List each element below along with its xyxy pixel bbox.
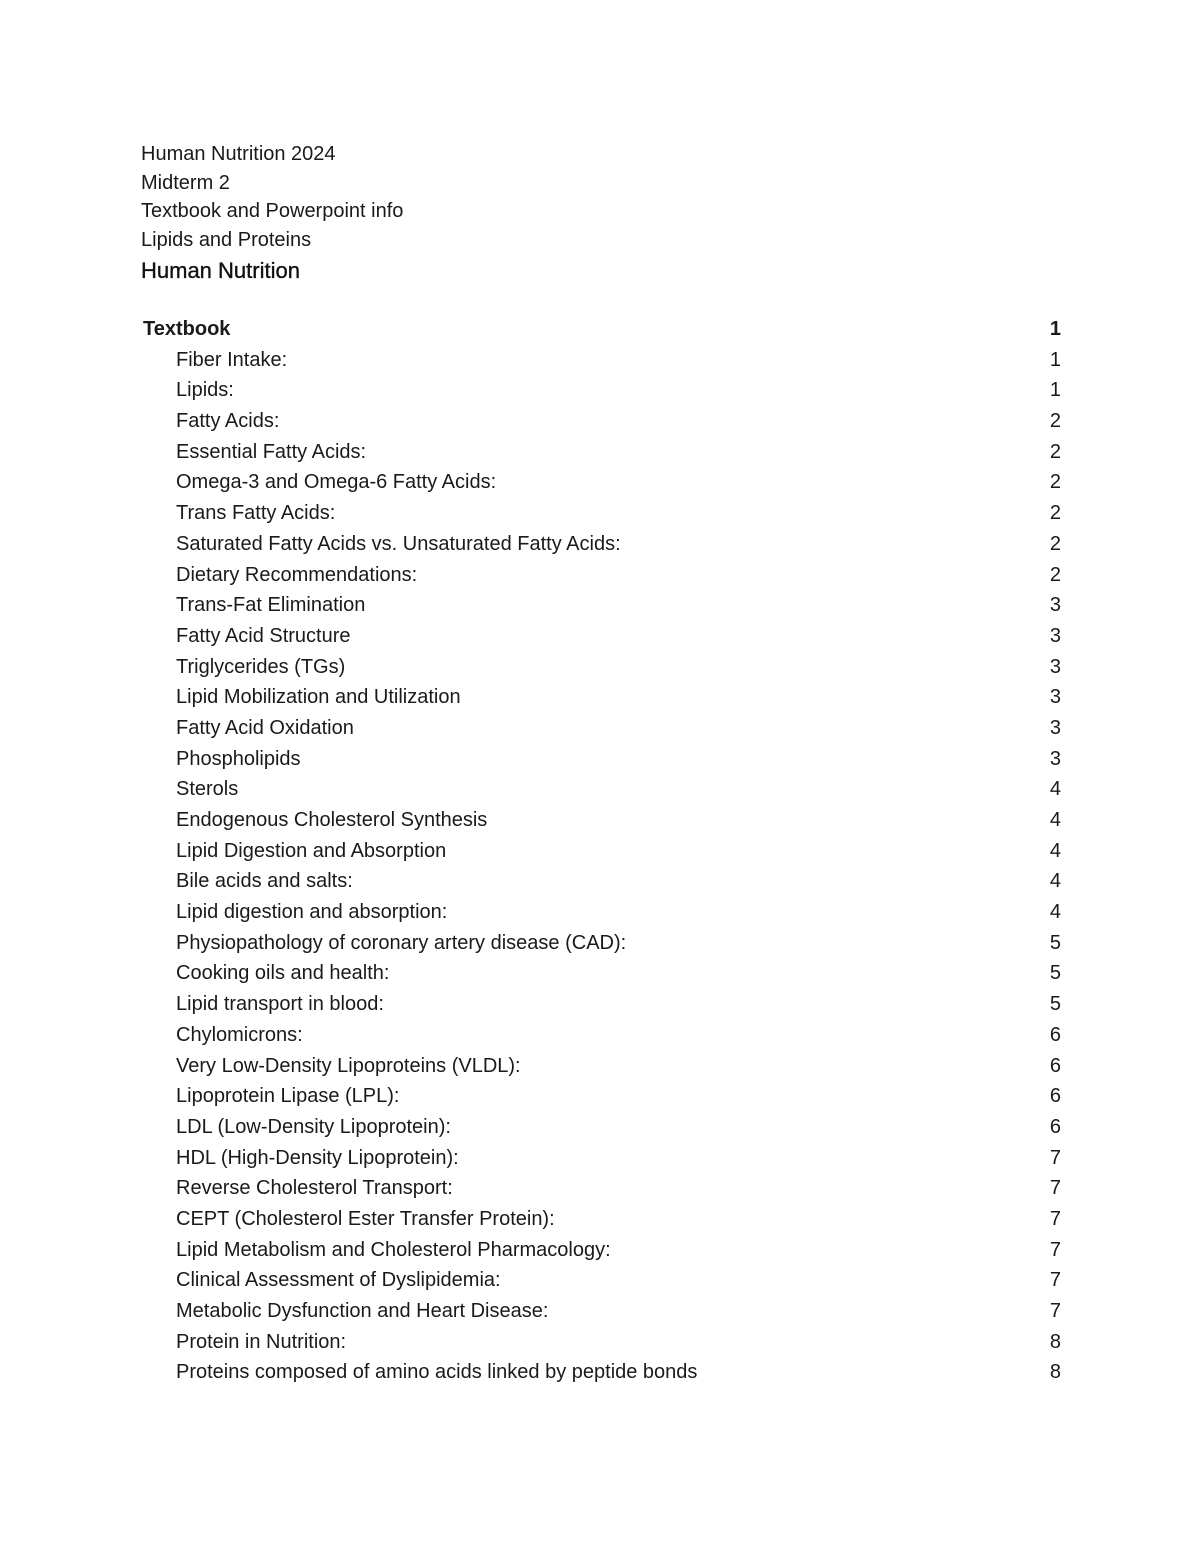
toc-entry-label: Chylomicrons: bbox=[176, 1023, 303, 1046]
toc-entry-page-number: 5 bbox=[1049, 931, 1061, 954]
toc-entry-page-number: 6 bbox=[1049, 1115, 1061, 1138]
toc-entry-label: Triglycerides (TGs) bbox=[176, 655, 346, 678]
toc-entry-label: Very Low-Density Lipoproteins (VLDL): bbox=[176, 1054, 521, 1077]
toc-entry-label: Lipid Metabolism and Cholesterol Pharmacology: bbox=[176, 1238, 611, 1261]
toc-entry-label: Cooking oils and health: bbox=[176, 962, 390, 985]
toc-entry[interactable] bbox=[141, 1020, 1061, 1051]
toc-entry-page-number: 3 bbox=[1049, 594, 1061, 617]
toc-entry-page-number: 6 bbox=[1049, 1054, 1061, 1077]
toc-entry-page-number: 7 bbox=[1049, 1269, 1061, 1292]
toc-entry[interactable] bbox=[141, 1173, 1061, 1204]
toc-entry-page-number: 4 bbox=[1049, 839, 1061, 862]
toc-entry[interactable] bbox=[141, 1357, 1061, 1388]
toc-entry-label: Lipid digestion and absorption: bbox=[176, 901, 448, 924]
toc-entry-page-number: 2 bbox=[1049, 410, 1061, 433]
toc-entry-page-number: 3 bbox=[1049, 716, 1061, 739]
toc-entry[interactable] bbox=[141, 375, 1061, 406]
toc-entry[interactable] bbox=[141, 928, 1061, 959]
toc-entry-page-number: 2 bbox=[1049, 563, 1061, 586]
document-header bbox=[141, 140, 403, 288]
toc-entry[interactable] bbox=[141, 406, 1061, 437]
toc-entry[interactable] bbox=[141, 529, 1061, 560]
toc-entry-label: Lipoprotein Lipase (LPL): bbox=[176, 1085, 400, 1108]
header-line-source: Textbook and Powerpoint info bbox=[141, 200, 404, 222]
toc-entry[interactable] bbox=[141, 1051, 1061, 1082]
toc-entry-page-number: 7 bbox=[1049, 1177, 1061, 1200]
toc-entry[interactable] bbox=[141, 1296, 1061, 1327]
toc-entry[interactable] bbox=[141, 1081, 1061, 1112]
toc-entry-page-number: 8 bbox=[1049, 1361, 1061, 1384]
toc-entry-page-number: 1 bbox=[1049, 348, 1061, 371]
toc-entry[interactable] bbox=[141, 836, 1061, 867]
toc-entry-label: Proteins composed of amino acids linked by peptide bonds bbox=[176, 1361, 698, 1384]
toc-entry-page-number: 4 bbox=[1049, 778, 1061, 801]
toc-entry-page-number: 7 bbox=[1049, 1207, 1061, 1230]
toc-entry-label: Trans-Fat Elimination bbox=[176, 594, 366, 617]
toc-entry-page-number: 4 bbox=[1049, 901, 1061, 924]
toc-entry-label: Protein in Nutrition: bbox=[176, 1330, 347, 1353]
toc-entry-page-number: 5 bbox=[1049, 993, 1061, 1016]
toc-entry-label: Omega-3 and Omega-6 Fatty Acids: bbox=[176, 471, 497, 494]
toc-entry-page-number: 6 bbox=[1049, 1023, 1061, 1046]
toc-section-textbook[interactable] bbox=[141, 314, 1061, 345]
toc-entry-label: Sterols bbox=[176, 778, 239, 801]
toc-entry-label: CEPT (Cholesterol Ester Transfer Protein): bbox=[176, 1207, 555, 1230]
toc-entry-page-number: 3 bbox=[1049, 624, 1061, 647]
toc-entry-page-number: 6 bbox=[1049, 1085, 1061, 1108]
header-line-topics: Lipids and Proteins bbox=[141, 228, 312, 251]
toc-entry-page-number: 2 bbox=[1049, 471, 1061, 494]
header-line-course: Human Nutrition 2024 bbox=[141, 143, 336, 165]
toc-entry-label: Bile acids and salts: bbox=[176, 870, 353, 893]
toc-entry-label: Endogenous Cholesterol Synthesis bbox=[176, 809, 488, 831]
toc-entry[interactable] bbox=[141, 805, 1061, 836]
toc-entry-label: Fatty Acid Structure bbox=[176, 624, 351, 647]
toc-entry-label: LDL (Low-Density Lipoprotein): bbox=[176, 1115, 451, 1138]
toc-entry[interactable] bbox=[141, 345, 1061, 376]
toc-entry[interactable] bbox=[141, 744, 1061, 775]
toc-entry[interactable] bbox=[141, 1112, 1061, 1143]
toc-entry-page-number: 2 bbox=[1049, 440, 1061, 463]
toc-entry-label: Trans Fatty Acids: bbox=[176, 502, 336, 525]
toc-entry-label: Clinical Assessment of Dyslipidemia: bbox=[176, 1269, 501, 1292]
toc-entry[interactable] bbox=[141, 1143, 1061, 1174]
toc-entry-page-number: 7 bbox=[1049, 1300, 1061, 1322]
toc-entry[interactable] bbox=[141, 560, 1061, 591]
toc-entry[interactable] bbox=[141, 437, 1061, 468]
toc-entry[interactable] bbox=[141, 989, 1061, 1020]
toc-entry[interactable] bbox=[141, 682, 1061, 713]
toc-entry-label: Lipids: bbox=[176, 379, 234, 402]
toc-entry-page-number: 1 bbox=[1049, 379, 1061, 402]
toc-entry-label: Fatty Acids: bbox=[176, 410, 280, 433]
toc-entry[interactable] bbox=[141, 713, 1061, 744]
toc-entry-page-number: 3 bbox=[1049, 655, 1061, 678]
toc-entry-label: Saturated Fatty Acids vs. Unsaturated Fatty Acids: bbox=[176, 532, 621, 555]
toc-entry[interactable] bbox=[141, 1204, 1061, 1235]
toc-section-label: Textbook bbox=[143, 318, 231, 340]
toc-entry-label: Lipid Digestion and Absorption bbox=[176, 839, 447, 862]
toc-section-page-number: 1 bbox=[1049, 318, 1061, 340]
toc-entry-label: Reverse Cholesterol Transport: bbox=[176, 1177, 453, 1200]
toc-entry-label: HDL (High-Density Lipoprotein): bbox=[176, 1146, 459, 1169]
toc-entry-page-number: 4 bbox=[1049, 809, 1061, 831]
toc-entry[interactable] bbox=[141, 866, 1061, 897]
toc-entry-page-number: 7 bbox=[1049, 1238, 1061, 1261]
toc-entry-page-number: 3 bbox=[1049, 747, 1061, 770]
toc-entry[interactable] bbox=[141, 1235, 1061, 1266]
toc-entry-page-number: 2 bbox=[1049, 532, 1061, 555]
toc-entry-label: Physiopathology of coronary artery disease (CAD): bbox=[176, 931, 627, 954]
toc-entry-page-number: 4 bbox=[1049, 870, 1061, 893]
toc-entry-page-number: 7 bbox=[1049, 1146, 1061, 1169]
toc-entry-page-number: 3 bbox=[1049, 686, 1061, 709]
toc-entry[interactable] bbox=[141, 958, 1061, 989]
toc-entry[interactable] bbox=[141, 897, 1061, 928]
toc-entry[interactable] bbox=[141, 590, 1061, 621]
toc-entry[interactable] bbox=[141, 621, 1061, 652]
toc-entry-label: Metabolic Dysfunction and Heart Disease: bbox=[176, 1300, 549, 1322]
header-line-exam: Midterm 2 bbox=[141, 171, 230, 194]
toc-entry-page-number: 5 bbox=[1049, 962, 1061, 985]
toc-entry-page-number: 8 bbox=[1049, 1330, 1061, 1353]
toc-entry[interactable] bbox=[141, 1327, 1061, 1358]
toc-entry[interactable] bbox=[141, 467, 1061, 498]
table-of-contents bbox=[141, 314, 1061, 1388]
toc-entry-label: Dietary Recommendations: bbox=[176, 563, 418, 586]
toc-entry[interactable] bbox=[141, 652, 1061, 683]
toc-entry[interactable] bbox=[141, 1265, 1061, 1296]
toc-entry[interactable] bbox=[141, 498, 1061, 529]
toc-entry-label: Lipid Mobilization and Utilization bbox=[176, 686, 461, 709]
toc-entry-label: Essential Fatty Acids: bbox=[176, 440, 367, 463]
document-title: Human Nutrition bbox=[141, 258, 300, 283]
toc-entry-label: Phospholipids bbox=[176, 747, 301, 770]
toc-entry-label: Fiber Intake: bbox=[176, 348, 288, 371]
toc-entry-page-number: 2 bbox=[1049, 502, 1061, 525]
toc-entry-label: Fatty Acid Oxidation bbox=[176, 716, 354, 739]
toc-entry-label: Lipid transport in blood: bbox=[176, 993, 384, 1016]
toc-entry[interactable] bbox=[141, 774, 1061, 805]
